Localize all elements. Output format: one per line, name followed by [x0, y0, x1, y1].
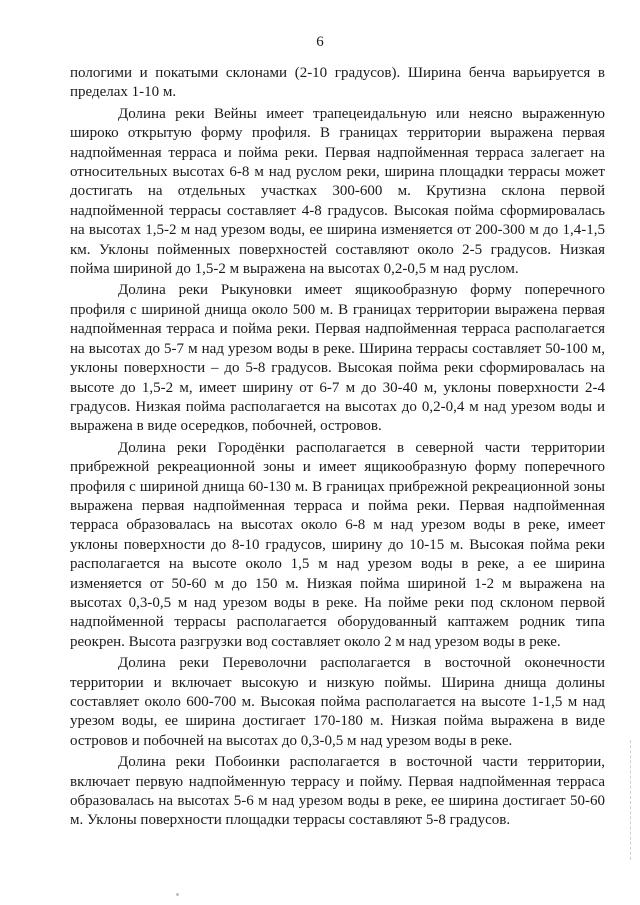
- paragraph-rykunovka-river: Долина реки Рыкуновки имеет ящикообразную форму поперечного профиля с шириной днища около 500 м. В границах территории выражена первая надпойменная терраса и пойма реки. Первая надпойменная терраса располагается на высотах до 5-7 м над урезом воды в реке. Ширина террасы составляет 50-100 м, уклоны поверхности – до 5-8 градусов. Высокая пойма реки сформировалась на высоте до 1,5-2 м, имеет ширину от 6-7 м до 30-40 м, уклоны поверхности 2-4 градусов. Низкая пойма располагается на высотах до 0,2-0,4 м над урезом воды и выражена в виде осередков, побочней, островов.: [70, 282, 605, 435]
- scan-speck: [176, 893, 179, 896]
- scan-margin-mark: [630, 740, 632, 860]
- paragraph-veyna-river: Долина реки Вейны имеет трапецеидальную или неясно выраженную широко открытую форму профиля. В границах территории выражена первая надпойменная терраса и пойма реки. Первая надпойменная терраса залегает на относительных высотах 6-8 м над руслом реки, ширина площадки террасы может достигать на отдельных участках 300-600 м. Крутизна склона первой надпойменной террасы составляет 4-8 градусов. Высокая пойма сформировалась на высотах 1,5-2 м над урезом воды, ее ширина изменяется от 200-300 м до 1,4-1,5 км. Уклоны пойменных поверхностей составляют около 2-5 градусов. Низкая пойма шириной до 1,5-2 м выражена на высотах 0,2-0,5 м над руслом.: [70, 105, 605, 278]
- paragraph-gorodenka-river: Долина реки Городёнки располагается в северной части территории прибрежной рекреационной зоны и имеет ящикообразную форму поперечного профиля с шириной днища 60-130 м. В границах прибрежной рекреационной зоны выражена первая надпойменная терраса и пойма реки. Первая надпойменная терраса образовалась на высотах около 6-8 м над урезом воды в реке, имеет уклоны поверхности до 8-10 градусов, ширину до 10-15 м. Высокая пойма реки располагается на высоте около 1,5 м над урезом воды в реке, а ее ширина изменяется от 50-60 м до 150 м. Низкая пойма шириной 1-2 м выражена на высотах 0,3-0,5 м над урезом воды в реке. На пойме реки под склоном первой надпойменной террасы располагается оборудованный каптажем родник типа реокрен. Высота разгрузки вод составляет около 2 м над урезом воды в реке.: [70, 439, 605, 650]
- document-body: [70, 64, 605, 831]
- paragraph-perevolochnya-river: Долина реки Переволочни располагается в восточной оконечности территории и включает высокую и низкую поймы. Ширина днища долины составляет около 600-700 м. Высокая пойма располагается на высоте 1-1,5 м над урезом воды, ее ширина достигает 170-180 м. Низкая пойма выражена в виде островов и побочней на высотах до 0,3-0,5 м над урезом воды в реке.: [70, 655, 605, 749]
- paragraph-poboinka-river: Долина реки Побоинки располагается в восточной части территории, включает первую надпойменную террасу и пойму. Первая надпойменная терраса образовалась на высотах 5-6 м над урезом воды в реке, ее ширина достигает 50-60 м. Уклоны поверхности площадки террасы составляют 5-8 градусов.: [70, 754, 605, 829]
- paragraph-continuation: пологими и покатыми склонами (2-10 градусов). Ширина бенча варьируется в пределах 1-10 м.: [70, 65, 605, 101]
- page-number: 6: [316, 34, 324, 50]
